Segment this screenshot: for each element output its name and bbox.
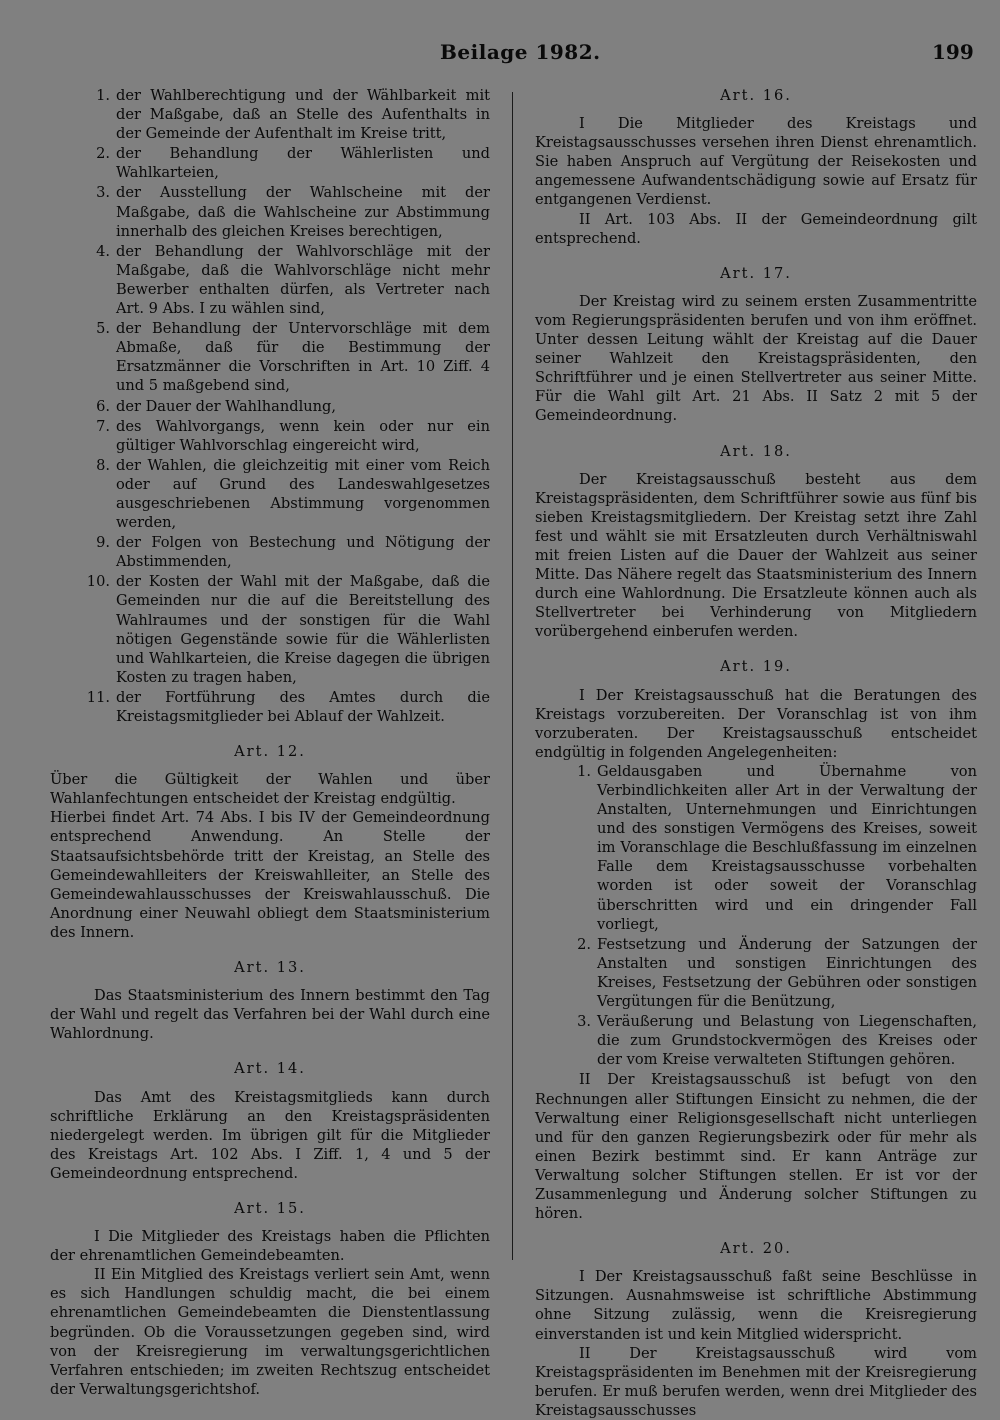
list-item (50, 533, 490, 571)
article-heading: Art. 15. (234, 1199, 306, 1217)
item-text: der Fortführung des Amtes durch die Kreistagsmitglieder bei Ablauf der Wahlzeit. (116, 688, 490, 725)
paragraph: II Art. 103 Abs. II der Gemeindeordnung gilt entsprechend. (535, 210, 977, 247)
item-number: 11. (86, 688, 110, 706)
item-text: Geldausgaben und Übernahme von Verbindlichkeiten aller Art in der Verwaltung der Anstalten, Unternehmungen und Einrichtungen und des sonstigen Vermögens des Kreises, soweit im Voranschlage die Beschlußfassung im einzelnen Falle dem Kreistagsausschusse vorbehalten worden ist oder soweit der Voranschlag überschritten wird und ein dringender Fall vorliegt, (597, 762, 977, 933)
left-column (50, 86, 490, 1399)
paragraph: Hierbei findet Art. 74 Abs. I bis IV der Gemeindeordnung entsprechend Anwendung. An Stelle der Staatsaufsichtsbehörde tritt der Kreistag, an Stelle des Gemeindewahlleiters der Kreiswahlleiter, an Stelle des Gemeindewahlausschusses der Kreiswahlausschuß. Die Anordnung einer Neuwahl obliegt dem Staatsministerium des Innern. (50, 809, 490, 941)
item-text: Festsetzung und Änderung der Satzungen der Anstalten und sonstigen Einrichtungen des Kreises, Festsetzung der Gebühren oder sonstigen Vergütungen für die Benützung, (597, 935, 977, 1011)
list-item (50, 572, 490, 687)
item-number: 2. (577, 935, 591, 953)
right-column (535, 86, 977, 1420)
list-item (50, 456, 490, 532)
paragraph: I Der Kreistagsausschuß hat die Beratungen des Kreistags vorzubereiten. Der Voranschlag ist von ihm vorzuberaten. Der Kreistagsausschuß entscheidet endgültig in folgenden Angelegenheiten: (535, 686, 977, 761)
item-text: der Wahlberechtigung und der Wählbarkeit mit der Maßgabe, daß an Stelle des Aufenthalts in der Gemeinde der Aufenthalt im Kreise tritt, (116, 87, 490, 143)
item-number: 10. (86, 573, 110, 591)
item-text: der Folgen von Bestechung und Nötigung der Abstimmenden, (116, 534, 490, 571)
list-item (50, 242, 490, 318)
list-item (50, 183, 490, 240)
list-item (50, 417, 490, 455)
list-item (535, 1012, 977, 1069)
item-number: 3. (96, 184, 110, 202)
list-item (535, 935, 977, 1011)
item-number: 2. (96, 145, 110, 163)
item-text: der Wahlen, die gleichzeitig mit einer vom Reich oder auf Grund des Landeswahlgesetzes ausgeschriebenen Abstimmung vorgenommen werden, (116, 456, 490, 532)
list-item (50, 319, 490, 395)
article-heading: Art. 12. (234, 743, 306, 761)
page-header (0, 38, 1000, 68)
list-item (50, 397, 490, 416)
article-heading: Art. 14. (234, 1060, 306, 1078)
list-item (50, 688, 490, 726)
item-text: der Behandlung der Wahlvorschläge mit der Maßgabe, daß die Wahlvorschläge nicht mehr Bewerber enthalten dürfen, als Vertreter nach Art. 9 Abs. I zu wählen sind, (116, 242, 490, 318)
item-text: der Behandlung der Wählerlisten und Wahlkarteien, (116, 145, 490, 182)
paragraph: I Die Mitglieder des Kreistags haben die Pflichten der ehrenamtlichen Gemeindebeamten. (50, 1228, 490, 1265)
paragraph: Der Kreistagsausschuß besteht aus dem Kreistagspräsidenten, dem Schriftführer sowie aus fünf bis sieben Kreistagsmitgliedern. Der Kreistag setzt ihre Zahl fest und wählt sie mit Ersatzleuten durch Verhältniswahl mit freien Listen auf die Dauer der Wahlzeit aus seiner Mitte. Das Nähere regelt das Staatsministerium des Innern durch eine Wahlordnung. Die Ersatzleute können auch als Stellvertreter bei Verhinderung von Mitgliedern vorübergehend einberufen werden. (535, 470, 977, 641)
article-heading: Art. 13. (234, 959, 306, 977)
article-heading: Art. 18. (720, 442, 792, 460)
item-text: der Dauer der Wahlhandlung, (116, 397, 337, 415)
article-heading: Art. 16. (720, 87, 792, 104)
item-number: 6. (96, 397, 110, 415)
list-item (50, 86, 490, 143)
item-text: der Ausstellung der Wahlscheine mit der Maßgabe, daß die Wahlscheine zur Abstimmung innerhalb des gleichen Kreises berechtigen, (116, 184, 490, 240)
item-number: 7. (96, 417, 110, 435)
item-number: 9. (96, 534, 110, 552)
paragraph: Der Kreistag wird zu seinem ersten Zusammentritte vom Regierungspräsidenten berufen und von ihm eröffnet. Unter dessen Leitung wählt der Kreistag auf die Dauer seiner Wahlzeit den Kreistagspräsidenten, den Schriftführer und je einen Stellvertreter aus seiner Mitte. Für die Wahl gilt Art. 21 Abs. II Satz 2 mit 5 der Gemeindeordnung. (535, 292, 977, 425)
paragraph: I Der Kreistagsausschuß faßt seine Beschlüsse in Sitzungen. Ausnahmsweise ist schriftliche Abstimmung ohne Sitzung zulässig, wenn die Kreisregierung einverstanden ist und kein Mitglied widerspricht. (535, 1268, 977, 1343)
item-number: 5. (96, 320, 110, 338)
article-heading: Art. 19. (720, 658, 792, 676)
column-divider (512, 92, 513, 1260)
item-number: 1. (577, 762, 591, 780)
item-number: 8. (96, 456, 110, 474)
paragraph: Das Staatsministerium des Innern bestimmt den Tag der Wahl und regelt das Verfahren bei der Wahl durch eine Wahlordnung. (50, 987, 490, 1043)
item-text: Veräußerung und Belastung von Liegenschaften, die zum Grundstockvermögen des Kreises oder der vom Kreise verwalteten Stiftungen gehören. (597, 1013, 977, 1069)
item-number: 4. (96, 242, 110, 260)
item-text: der Kosten der Wahl mit der Maßgabe, daß die Gemeinden nur die auf die Bereitstellung des Wahlraumes und der sonstigen für die Wahl nötigen Gegenstände sowie für die Wählerlisten und Wahlkarteien, die Kreise dagegen die übrigen Kosten zu tragen haben, (116, 573, 490, 686)
paragraph: Das Amt des Kreistagsmitglieds kann durch schriftliche Erklärung an den Kreistagspräsidenten niedergelegt werden. Im übrigen gilt für die Mitglieder des Kreistags Art. 102 Abs. I Ziff. 1, 4 und 5 der Gemeindeordnung entsprechend. (50, 1088, 490, 1182)
running-title: Beilage 1982. (440, 40, 601, 64)
article-heading: Art. 20. (720, 1240, 792, 1258)
paragraph: II Ein Mitglied des Kreistags verliert sein Amt, wenn es sich Handlungen schuldig macht, die bei einem ehrenamtlichen Gemeindebeamten die Dienstentlassung begründen. Ob die Voraussetzungen gegeben sind, wird von der Kreisregierung im verwaltungsgerichtlichen Verfahren entschieden; im zweiten Rechtszug entscheidet der Verwaltungsgerichtshof. (50, 1266, 490, 1398)
paragraph: II Der Kreistagsausschuß ist befugt von den Rechnungen aller Stiftungen Einsicht zu nehmen, die der Verwaltung einer Religionsgesellschaft nicht unterliegen und für den ganzen Regierungsbezirk oder für mehr als einen Bezirk bestimmt sind. Er kann Anträge zur Verwaltung solcher Stiftungen stellen. Er ist vor der Zusammenlegung und Änderung solcher Stiftungen zu hören. (535, 1071, 977, 1223)
paragraph: II Der Kreistagsausschuß wird vom Kreistagspräsidenten im Benehmen mit der Kreisregierung berufen. Er muß berufen werden, wenn drei Mitglieder des Kreistagsausschusses (535, 1344, 977, 1419)
item-text: der Behandlung der Untervorschläge mit dem Abmaße, daß für die Bestimmung der Ersatzmänner die Vorschriften in Art. 10 Ziff. 4 und 5 maßgebend sind, (116, 320, 490, 395)
list-item (50, 144, 490, 182)
page-number: 199 (932, 40, 974, 64)
list-item (535, 762, 977, 934)
item-text: des Wahlvorgangs, wenn kein oder nur ein gültiger Wahlvorschlag eingereicht wird, (116, 417, 490, 454)
paragraph: I Die Mitglieder des Kreistags und Kreistagsausschusses versehen ihren Dienst ehrenamtlich. Sie haben Anspruch auf Vergütung der Reisekosten und angemessene Aufwandentschädigung sowie auf Ersatz für entgangenen Verdienst. (535, 115, 977, 209)
item-number: 1. (96, 87, 110, 104)
item-number: 3. (577, 1013, 591, 1031)
article-heading: Art. 17. (720, 264, 792, 282)
paragraph: Über die Gültigkeit der Wahlen und über Wahlanfechtungen entscheidet der Kreistag endgültig. (50, 771, 490, 808)
